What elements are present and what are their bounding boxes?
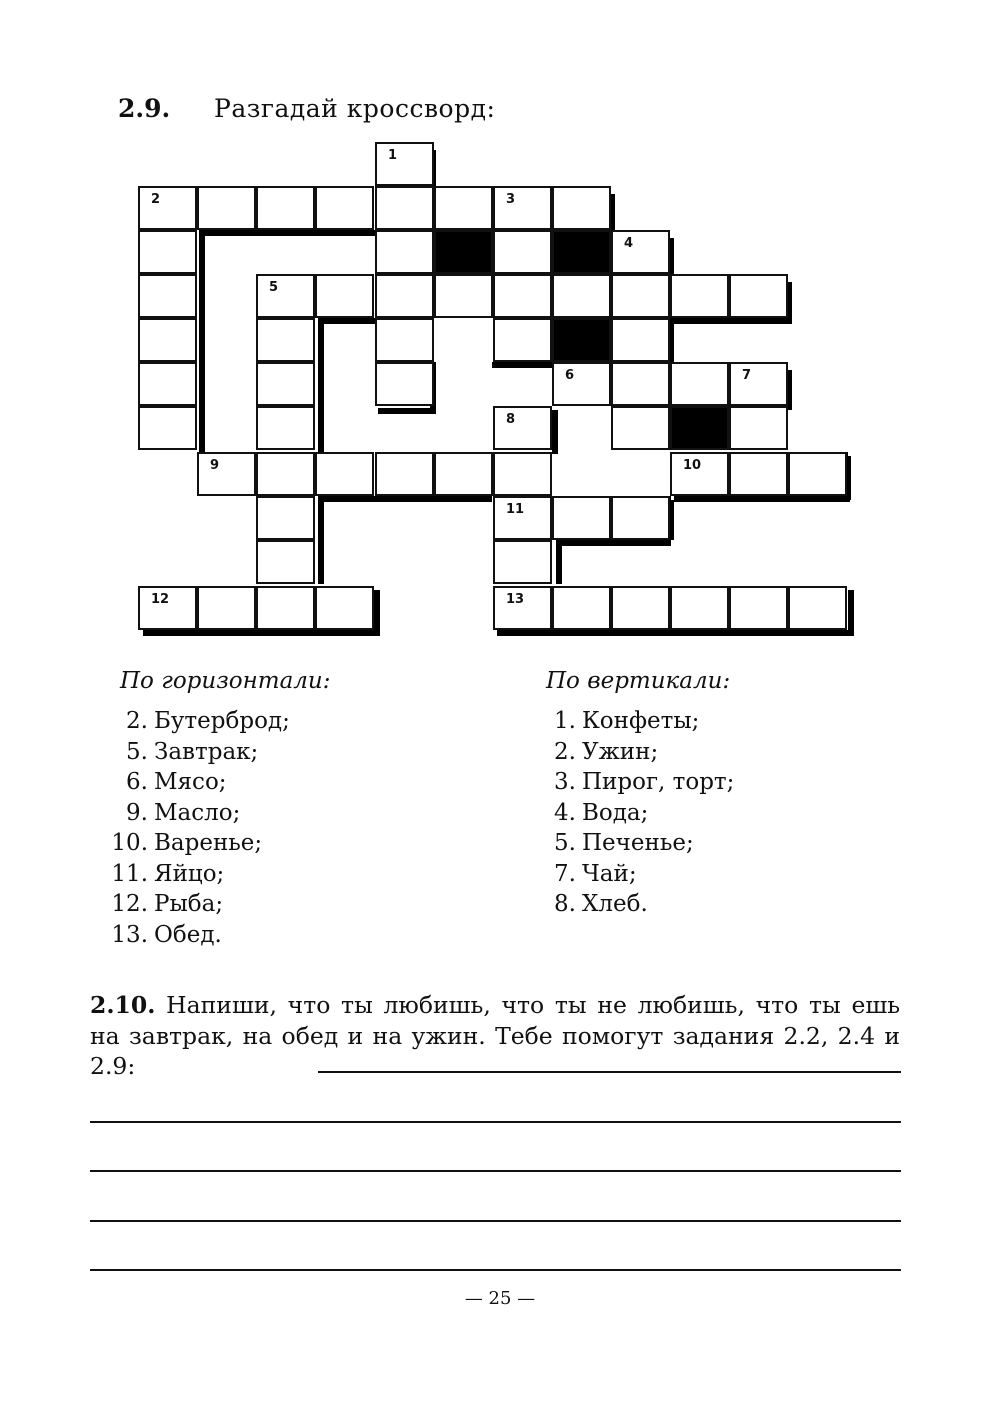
black-cell bbox=[434, 230, 493, 274]
clue-num: 7. bbox=[554, 860, 576, 887]
grid-cell[interactable] bbox=[552, 274, 611, 318]
grid-cell[interactable] bbox=[138, 186, 197, 230]
clue-number: 2 bbox=[151, 192, 161, 207]
clue-number: 11 bbox=[506, 502, 525, 517]
grid-cell[interactable] bbox=[375, 362, 434, 406]
grid-cell[interactable] bbox=[256, 452, 315, 496]
grid-cell[interactable] bbox=[729, 452, 788, 496]
list-item bbox=[98, 706, 290, 737]
grid-cell[interactable] bbox=[375, 318, 434, 362]
clue-number: 6 bbox=[565, 368, 575, 383]
clue-number: 10 bbox=[683, 458, 702, 473]
answer-line[interactable] bbox=[90, 1269, 901, 1271]
grid-cell[interactable] bbox=[729, 406, 788, 450]
clue-text: Бутерброд; bbox=[154, 708, 290, 734]
grid-cell[interactable] bbox=[729, 586, 788, 630]
clue-num: 8. bbox=[554, 891, 576, 917]
clue-num: 6. bbox=[126, 769, 148, 795]
clue-number: 1 bbox=[388, 148, 398, 163]
grid-cell[interactable] bbox=[315, 586, 374, 630]
clue-text: Варенье; bbox=[154, 830, 263, 856]
black-cell bbox=[552, 318, 611, 362]
grid-cell[interactable] bbox=[670, 362, 729, 406]
grid-cell[interactable] bbox=[493, 540, 552, 584]
clue-num: 9. bbox=[126, 799, 148, 826]
clue-num: 11. bbox=[111, 860, 148, 887]
list-item bbox=[526, 737, 734, 768]
across-heading: По горизонтали: bbox=[120, 668, 331, 694]
clue-num: 2. bbox=[554, 738, 576, 765]
grid-cell[interactable] bbox=[670, 274, 729, 318]
grid-cell[interactable] bbox=[315, 186, 374, 230]
grid-cell[interactable] bbox=[256, 362, 315, 406]
grid-cell[interactable] bbox=[670, 452, 729, 496]
exercise-text: Напиши, что ты любишь, что ты не любишь, что ты ешь на завтрак, на обед и на ужин. Тебе помогут задания 2.2, 2.4 и 2.9: bbox=[90, 991, 900, 1080]
clue-text: Чай; bbox=[582, 860, 637, 887]
grid-cell[interactable] bbox=[256, 406, 315, 450]
grid-cell[interactable] bbox=[729, 362, 788, 406]
clue-text: Яйцо; bbox=[154, 860, 225, 887]
grid-cell[interactable] bbox=[670, 586, 729, 630]
clue-number: 9 bbox=[210, 458, 220, 473]
grid-cell[interactable] bbox=[138, 318, 197, 362]
grid-cell[interactable] bbox=[493, 586, 552, 630]
clue-number: 8 bbox=[506, 412, 516, 427]
list-item bbox=[98, 767, 290, 798]
across-clue-list bbox=[98, 706, 290, 950]
clue-text: Печенье; bbox=[582, 830, 694, 856]
clue-num: 2. bbox=[126, 708, 148, 734]
crossword-grid bbox=[0, 0, 1000, 680]
grid-cell[interactable] bbox=[375, 230, 434, 274]
grid-cell[interactable] bbox=[138, 406, 197, 450]
clue-number: 13 bbox=[506, 592, 525, 607]
grid-cell[interactable] bbox=[375, 452, 434, 496]
grid-cell[interactable] bbox=[197, 452, 256, 496]
exercise-2-10 bbox=[90, 990, 900, 1082]
grid-cell[interactable] bbox=[611, 362, 670, 406]
list-item bbox=[526, 706, 734, 737]
clue-text: Вода; bbox=[582, 799, 649, 826]
list-item bbox=[526, 859, 734, 890]
grid-cell[interactable] bbox=[552, 362, 611, 406]
clue-text: Конфеты; bbox=[582, 708, 700, 734]
clue-num: 10. bbox=[111, 830, 148, 856]
grid-cell[interactable] bbox=[552, 186, 611, 230]
clue-text: Мясо; bbox=[154, 769, 227, 795]
grid-cell[interactable] bbox=[197, 586, 256, 630]
answer-line[interactable] bbox=[90, 1220, 901, 1222]
clue-num: 3. bbox=[554, 769, 576, 795]
clue-text: Обед. bbox=[154, 921, 222, 948]
page-number: — 25 — bbox=[464, 1288, 536, 1309]
grid-cell[interactable] bbox=[315, 274, 374, 318]
grid-cell[interactable] bbox=[434, 452, 493, 496]
exercise-instruction: Разгадай кроссворд: bbox=[214, 94, 496, 123]
clue-text: Завтрак; bbox=[154, 738, 259, 765]
grid-cell[interactable] bbox=[788, 586, 847, 630]
grid-cell[interactable] bbox=[434, 186, 493, 230]
grid-cell[interactable] bbox=[375, 186, 434, 230]
clue-num: 12. bbox=[111, 891, 148, 917]
clue-text: Хлеб. bbox=[582, 891, 648, 917]
grid-cell[interactable] bbox=[611, 406, 670, 450]
grid-cell[interactable] bbox=[256, 586, 315, 630]
clue-text: Масло; bbox=[154, 799, 241, 826]
grid-cell[interactable] bbox=[375, 274, 434, 318]
grid-cell[interactable] bbox=[493, 496, 552, 540]
clue-number: 12 bbox=[151, 592, 170, 607]
list-item bbox=[526, 767, 734, 798]
exercise-number: 2.9. bbox=[118, 94, 171, 123]
clue-text: Рыба; bbox=[154, 891, 224, 917]
grid-cell[interactable] bbox=[315, 452, 374, 496]
list-item bbox=[98, 828, 290, 859]
grid-cell[interactable] bbox=[138, 274, 197, 318]
grid-cell[interactable] bbox=[375, 142, 434, 186]
exercise-number: 2.10. bbox=[90, 991, 156, 1019]
list-item bbox=[98, 737, 290, 768]
grid-cell[interactable] bbox=[611, 496, 670, 540]
grid-cell[interactable] bbox=[138, 230, 197, 274]
list-item bbox=[526, 798, 734, 829]
black-cell bbox=[552, 230, 611, 274]
grid-cell[interactable] bbox=[434, 274, 493, 318]
grid-cell[interactable] bbox=[256, 318, 315, 362]
clue-text: Ужин; bbox=[582, 738, 659, 765]
grid-cell[interactable] bbox=[197, 186, 256, 230]
list-item bbox=[98, 889, 290, 920]
grid-cell[interactable] bbox=[611, 318, 670, 362]
clue-number: 4 bbox=[624, 236, 634, 251]
grid-cell[interactable] bbox=[552, 586, 611, 630]
grid-cell[interactable] bbox=[611, 230, 670, 274]
down-heading: По вертикали: bbox=[546, 668, 731, 694]
black-cell bbox=[670, 406, 729, 450]
clue-num: 5. bbox=[554, 830, 576, 856]
grid-cell[interactable] bbox=[138, 586, 197, 630]
grid-cell[interactable] bbox=[552, 496, 611, 540]
answer-line[interactable] bbox=[90, 1170, 901, 1172]
grid-cell[interactable] bbox=[256, 186, 315, 230]
clue-number: 7 bbox=[742, 368, 752, 383]
answer-line[interactable] bbox=[318, 1071, 901, 1073]
answer-line[interactable] bbox=[90, 1121, 901, 1123]
grid-cell[interactable] bbox=[493, 406, 552, 450]
grid-cell[interactable] bbox=[788, 452, 847, 496]
list-item bbox=[98, 920, 290, 951]
grid-cell[interactable] bbox=[729, 274, 788, 318]
grid-cell[interactable] bbox=[493, 452, 552, 496]
clue-num: 5. bbox=[126, 738, 148, 765]
grid-cell[interactable] bbox=[493, 274, 552, 318]
clue-number: 5 bbox=[269, 280, 279, 295]
grid-cell[interactable] bbox=[256, 496, 315, 540]
clue-num: 4. bbox=[554, 799, 576, 826]
list-item bbox=[526, 889, 734, 920]
list-item bbox=[98, 859, 290, 890]
grid-cell[interactable] bbox=[256, 274, 315, 318]
list-item bbox=[98, 798, 290, 829]
list-item bbox=[526, 828, 734, 859]
grid-cell[interactable] bbox=[493, 230, 552, 274]
grid-cell[interactable] bbox=[493, 318, 552, 362]
grid-cell[interactable] bbox=[611, 274, 670, 318]
grid-cell[interactable] bbox=[611, 586, 670, 630]
grid-cell[interactable] bbox=[256, 540, 315, 584]
grid-cell[interactable] bbox=[138, 362, 197, 406]
clue-num: 1. bbox=[554, 708, 576, 734]
down-clue-list bbox=[526, 706, 734, 920]
clue-number: 3 bbox=[506, 192, 516, 207]
clue-num: 13. bbox=[111, 921, 148, 948]
grid-cell[interactable] bbox=[493, 186, 552, 230]
clue-text: Пирог, торт; bbox=[582, 769, 735, 795]
